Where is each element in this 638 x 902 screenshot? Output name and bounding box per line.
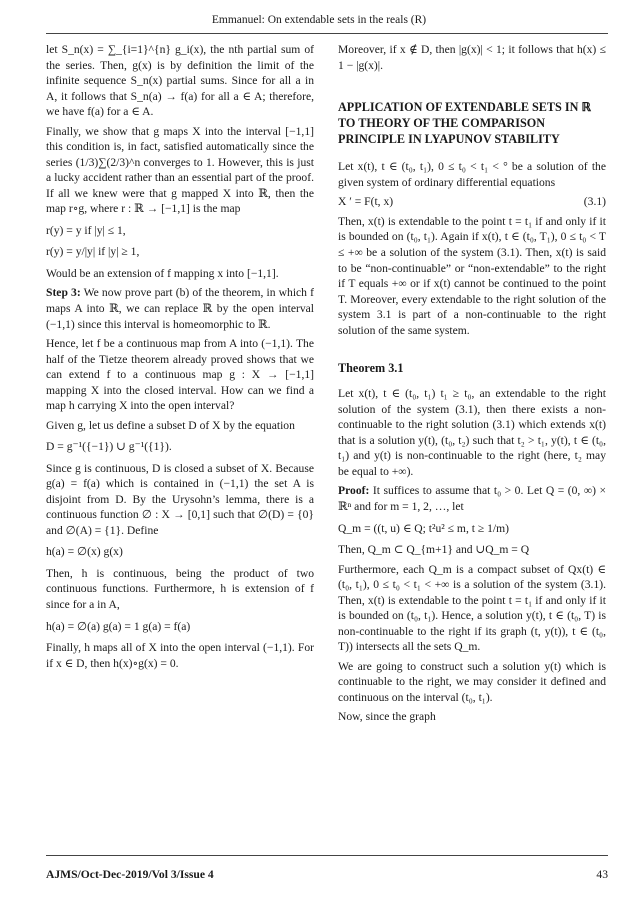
- footer-rule: [46, 855, 608, 856]
- equation-body: X ′ = F(t, x): [338, 195, 394, 209]
- paragraph: Would be an extension of f mapping x into [−1,1].: [46, 266, 279, 280]
- proof-label: Proof:: [338, 484, 370, 498]
- step-label: Step 3:: [46, 286, 81, 300]
- section-heading: APPLICATION OF EXTENDABLE SETS IN ℝ TO THEORY OF THE COMPARISON PRINCIPLE IN LYAPUNOV STABILITY: [338, 100, 592, 147]
- paragraph-step: [46, 285, 314, 332]
- theorem-heading: Theorem 3.1: [338, 361, 404, 376]
- paragraph: Finally, h maps all of X into the open interval (−1,1). For if x ∈ D, then h(x)∘g(x) = 0.: [46, 641, 314, 670]
- proof-text: It suffices to assume that t₀ > 0. Let Q = (0, ∞) × ℝⁿ and for m = 1, 2, …, let: [338, 484, 606, 513]
- paragraph-proof: [338, 483, 606, 514]
- equation: D = g⁻¹({−1}) ∪ g⁻¹({1}).: [46, 440, 172, 454]
- equation: r(y) = y if |y| ≤ 1,: [46, 223, 126, 237]
- numbered-equation: [338, 194, 606, 210]
- page-number: 43: [596, 868, 608, 881]
- paragraph: Now, since the graph: [338, 710, 436, 724]
- running-header: Emmanuel: On extendable sets in the reals (R): [211, 14, 427, 26]
- equation: h(a) = ∅(a) g(a) = 1 g(a) = f(a): [46, 619, 191, 633]
- equation-number: (3.1): [583, 195, 606, 209]
- paragraph: Since g is continuous, D is closed a subset of X. Because g(a) = f(a) which is contained in (−1,1) the set A is disjoint from D. By the Urysohn’s lemma, there is a continuous function ∅ : X → [0,1] such that ∅(D) = {0} and ∅(A) = {1}. Define: [46, 461, 314, 537]
- paragraph: let S_n(x) = ∑_{i=1}^{n} g_i(x), the nth partial sum of the series. Then, g(x) is by definition the limit of the infinite sequence S_n(x) partial sums. Since for all a in A, it follows that S_n(a) → f(a) for all a ∈ A; therefore, we have f(a) for a ∈ A.: [46, 43, 314, 119]
- equation: h(a) = ∅(x) g(x): [46, 545, 123, 559]
- paragraph: Moreover, if x ∉ D, then |g(x)| < 1; it follows that h(x) ≤ 1 − |g(x)|.: [338, 43, 606, 72]
- equation: r(y) = y/|y| if |y| ≥ 1,: [46, 245, 140, 259]
- equation: Q_m = ((t, u) ∈ Q; t²u² ≤ m, t ≥ 1/m): [338, 521, 510, 535]
- paragraph: Then, Q_m ⊂ Q_{m+1} and ∪Q_m = Q: [338, 543, 530, 557]
- right-column: [338, 42, 606, 729]
- paragraph: Furthermore, each Q_m is a compact subset of Qx(t) ∈ (t₀, t₁), 0 ≤ t₀ < t₁ < +∞ is a solution of the system (3.1). Then, x(t) is extendable to the point t = t₁ if and only if it is bounded on (t₀, t₁). Hence, a solution y(t), t ∈ (t₀, T) is non-continuable to the right if its graph (t, y(t)), t ∈ (t₀, T)) intersects all the sets Q_m.: [338, 562, 606, 654]
- paragraph: Hence, let f be a continuous map from A into (−1,1). The half of the Tietze theorem already proved shows that we can extend f to a continuous map g : X → [−1,1] mapping X into the closed interval. How can we find a map h carrying X into the open interval?: [46, 337, 314, 413]
- paragraph: Then, x(t) is extendable to the point t = t₁ if and only if it is bounded on (t₀, t₁). Again if x(t), t ∈ (t₀, T₁), 0 ≤ t₀ < T ≤ +∞ be a solution of the system (3.1). Then, x(t) is said to be “non-continuable” or “non-extendable” to the right if T equals +∞ or if x(t) cannot be continued to the point T. Moreover, every extendable to the right solution of the system 3.1 is part of a non-continuable to the right solution of the same system.: [338, 214, 606, 337]
- paragraph: We are going to construct such a solution y(t) which is continuable to the right, we may consider it defined and continuous on the interval (t₀, t₁).: [338, 659, 606, 704]
- paragraph: Then, h is continuous, being the product of two continuous functions. Furthermore, h is extension of f since for a in A,: [46, 566, 314, 611]
- paragraph: Let x(t), t ∈ (t₀, t₁) t₁ ≥ t₀, an extendable to the right solution of the system (3.1), then there exists a non-continuable to the right solution (3.1) which extends x(t) that is a solution y(t), (t₀, t₂) such that t₂ > t₁, y(t), t ∈ (t₀, t₁) and y(t) is non-continuable to the right (here, t₂ may be equal to +∞).: [338, 387, 606, 478]
- paragraph: Given g, let us define a subset D of X by the equation: [46, 418, 295, 432]
- paragraph: Let x(t), t ∈ (t₀, t₁), 0 ≤ t₀ < t₁ < ° be a solution of the given system of ordinary differential equations: [338, 160, 606, 189]
- header-rule: [46, 33, 608, 34]
- paragraph: Finally, we show that g maps X into the interval [−1,1] this condition is, in fact, satisfied automatically since the series (1/3)∑(2/3)^n converges to 1. However, this is just a lucky accident rather than an essential part of the proof. If all we knew were that g mapped X into ℝ, then the map r∘g, where r : ℝ → [−1,1] is the map: [46, 124, 314, 216]
- step-text: We now prove part (b) of the theorem, in which f maps A into ℝ, we can replace ℝ by the open interval (−1,1) since this interval is homeomorphic to ℝ.: [46, 286, 314, 331]
- journal-footer: AJMS/Oct-Dec-2019/Vol 3/Issue 4: [46, 868, 214, 881]
- left-column: [46, 42, 314, 675]
